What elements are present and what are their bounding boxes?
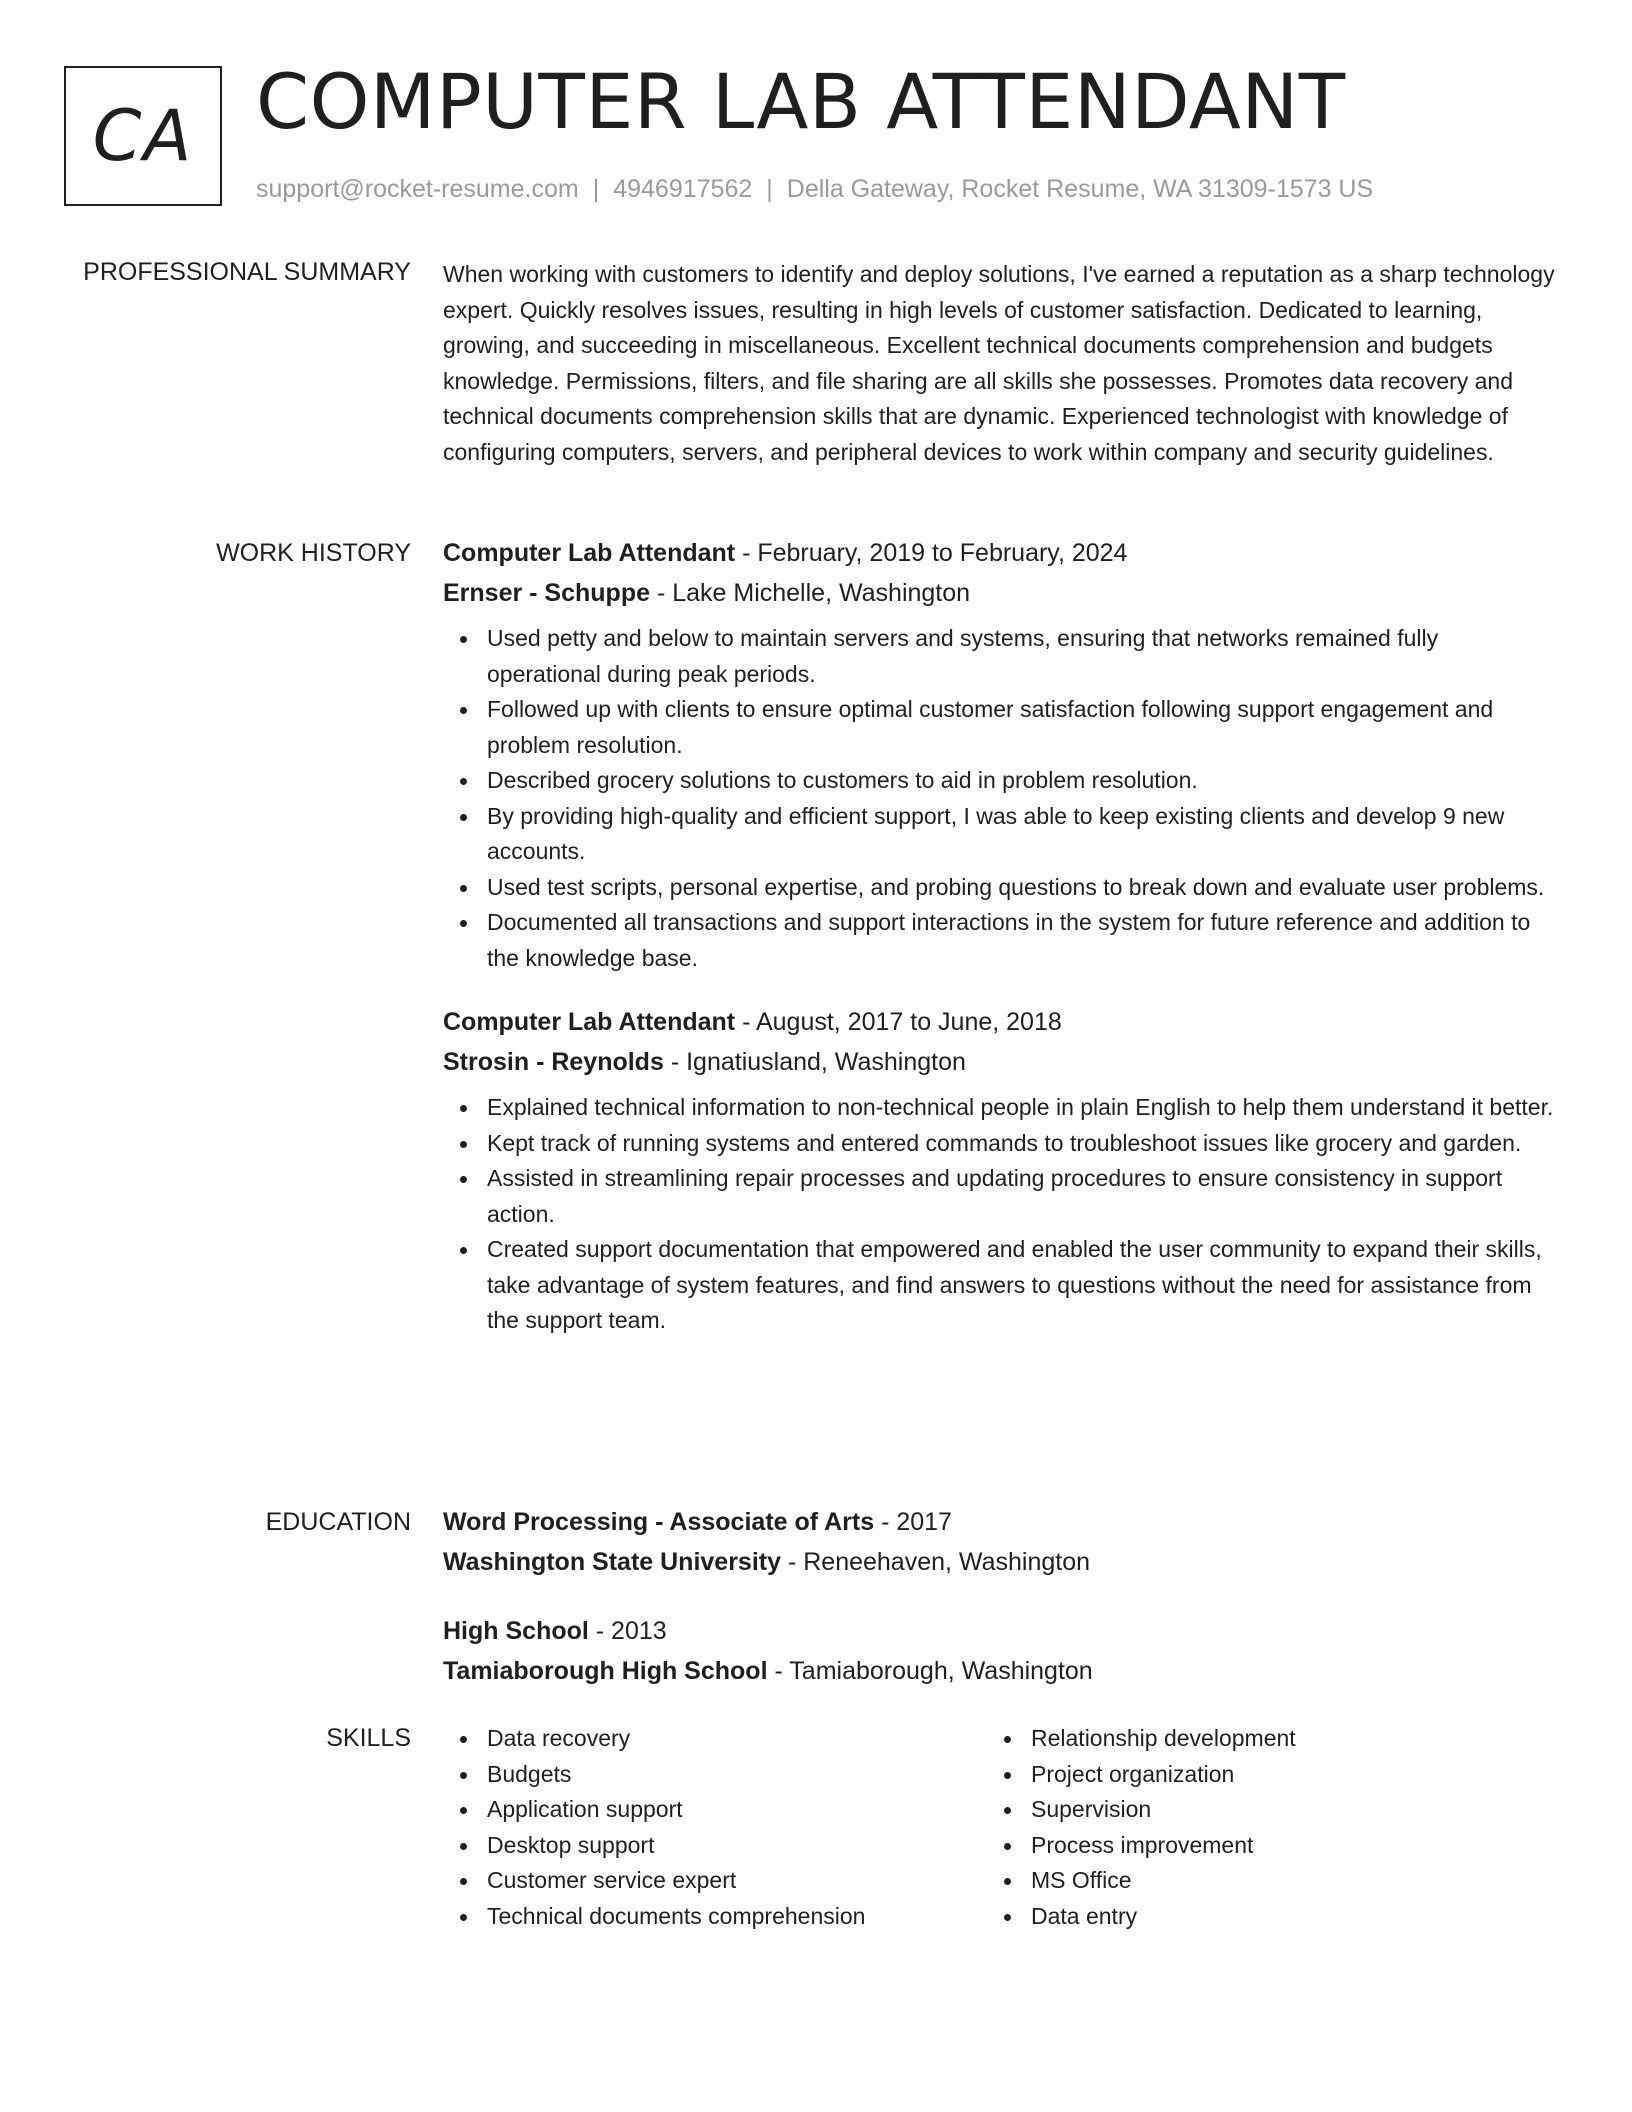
skills-list: [987, 1721, 1531, 1934]
page-title: COMPUTER LAB ATTENDANT: [256, 57, 1346, 146]
job-location: - Lake Michelle, Washington: [650, 579, 971, 607]
skills-column-right: [987, 1721, 1531, 1934]
education-degree: High School: [443, 1617, 589, 1645]
job-company: Ernser - Schuppe: [443, 579, 650, 607]
summary-section: [443, 257, 1555, 470]
monogram-badge: [64, 66, 222, 206]
job-title-line: [443, 533, 1555, 573]
job-title: Computer Lab Attendant: [443, 1008, 736, 1036]
skill-item: Budgets: [487, 1757, 987, 1793]
job-title-line: [443, 1002, 1555, 1042]
list-item: Documented all transactions and support interactions in the system for future reference and addition to the knowledge base.: [487, 905, 1555, 976]
job-company-line: [443, 573, 1555, 613]
education-school-line: [443, 1542, 1555, 1582]
skill-item: Customer service expert: [487, 1863, 987, 1899]
section-label-skills: SKILLS: [326, 1724, 411, 1752]
list-item: Described grocery solutions to customers to aid in problem resolution.: [487, 763, 1555, 799]
skill-item: Data entry: [1031, 1899, 1531, 1935]
list-item: Explained technical information to non-technical people in plain English to help them understand it better.: [487, 1090, 1555, 1126]
job-dates: - August, 2017 to June, 2018: [735, 1008, 1062, 1036]
list-item: Used test scripts, personal expertise, and probing questions to break down and evaluate user problems.: [487, 870, 1555, 906]
list-item: By providing high-quality and efficient support, I was able to keep existing clients and develop 9 new accounts.: [487, 799, 1555, 870]
skill-item: Desktop support: [487, 1828, 987, 1864]
education-degree-line: [443, 1611, 1555, 1651]
list-item: Created support documentation that empowered and enabled the user community to expand their skills, take advantage of system features, and find answers to questions without the need for assistance from the support team.: [487, 1232, 1555, 1339]
education-year: - 2013: [588, 1617, 667, 1645]
contact-address: Della Gateway, Rocket Resume, WA 31309-1573 US: [786, 175, 1374, 203]
work-history-section: [443, 533, 1555, 1339]
education-school: Tamiaborough High School: [443, 1657, 768, 1685]
job-title: Computer Lab Attendant: [443, 539, 736, 567]
job-dates: - February, 2019 to February, 2024: [735, 539, 1128, 567]
section-label-summary: PROFESSIONAL SUMMARY: [83, 258, 411, 286]
education-location: - Reneehaven, Washington: [781, 1548, 1090, 1576]
education-school-line: [443, 1651, 1555, 1691]
education-location: - Tamiaborough, Washington: [767, 1657, 1093, 1685]
contact-separator: |: [592, 175, 600, 203]
education-school: Washington State University: [443, 1548, 782, 1576]
contact-separator: |: [766, 175, 773, 203]
education-degree: Word Processing - Associate of Arts: [443, 1508, 875, 1536]
job-entry: [443, 1002, 1555, 1339]
education-entry: [443, 1502, 1555, 1582]
contact-email[interactable]: support@rocket-resume.com: [256, 175, 579, 203]
job-location: - Ignatiusland, Washington: [663, 1048, 966, 1076]
skill-item: Data recovery: [487, 1721, 987, 1757]
contact-line: [256, 174, 1373, 204]
skill-item: MS Office: [1031, 1863, 1531, 1899]
skill-item: Technical documents comprehension: [487, 1899, 987, 1935]
education-section: [443, 1502, 1555, 1691]
list-item: Assisted in streamlining repair processes and updating procedures to ensure consistency in support action.: [487, 1161, 1555, 1232]
skills-section: [443, 1721, 1555, 1934]
education-degree-line: [443, 1502, 1555, 1542]
skill-item: Supervision: [1031, 1792, 1531, 1828]
monogram-initials: CA: [92, 95, 194, 177]
summary-text: When working with customers to identify and deploy solutions, I've earned a reputation as a sharp technology expert. Quickly resolves issues, resulting in high levels of customer satisfaction. Dedicated to learning, growing, and succeeding in miscellaneous. Excellent technical documents comprehension and budgets knowledge. Permissions, filters, and file sharing are all skills she possesses. Promotes data recovery and technical documents comprehension skills that are dynamic. Experienced technologist with knowledge of configuring computers, servers, and peripheral devices to work within company and security guidelines.: [443, 261, 1555, 465]
list-item: Kept track of running systems and entered commands to troubleshoot issues like grocery and garden.: [487, 1126, 1555, 1162]
skill-item: Process improvement: [1031, 1828, 1531, 1864]
job-company-line: [443, 1042, 1555, 1082]
skill-item: Application support: [487, 1792, 987, 1828]
job-company: Strosin - Reynolds: [443, 1048, 664, 1076]
skill-item: Project organization: [1031, 1757, 1531, 1793]
contact-phone[interactable]: 4946917562: [613, 175, 753, 203]
section-label-work-history: WORK HISTORY: [216, 539, 411, 567]
job-bullets: [443, 1090, 1555, 1339]
skill-item: Relationship development: [1031, 1721, 1531, 1757]
skills-column-left: [443, 1721, 987, 1934]
section-label-education: EDUCATION: [265, 1508, 411, 1536]
job-entry: [443, 533, 1555, 976]
job-bullets: [443, 621, 1555, 976]
list-item: Used petty and below to maintain servers and systems, ensuring that networks remained fully operational during peak periods.: [487, 621, 1555, 692]
education-entry: [443, 1611, 1555, 1691]
skills-list: [443, 1721, 987, 1934]
education-year: - 2017: [874, 1508, 952, 1536]
list-item: Followed up with clients to ensure optimal customer satisfaction following support engagement and problem resolution.: [487, 692, 1555, 763]
